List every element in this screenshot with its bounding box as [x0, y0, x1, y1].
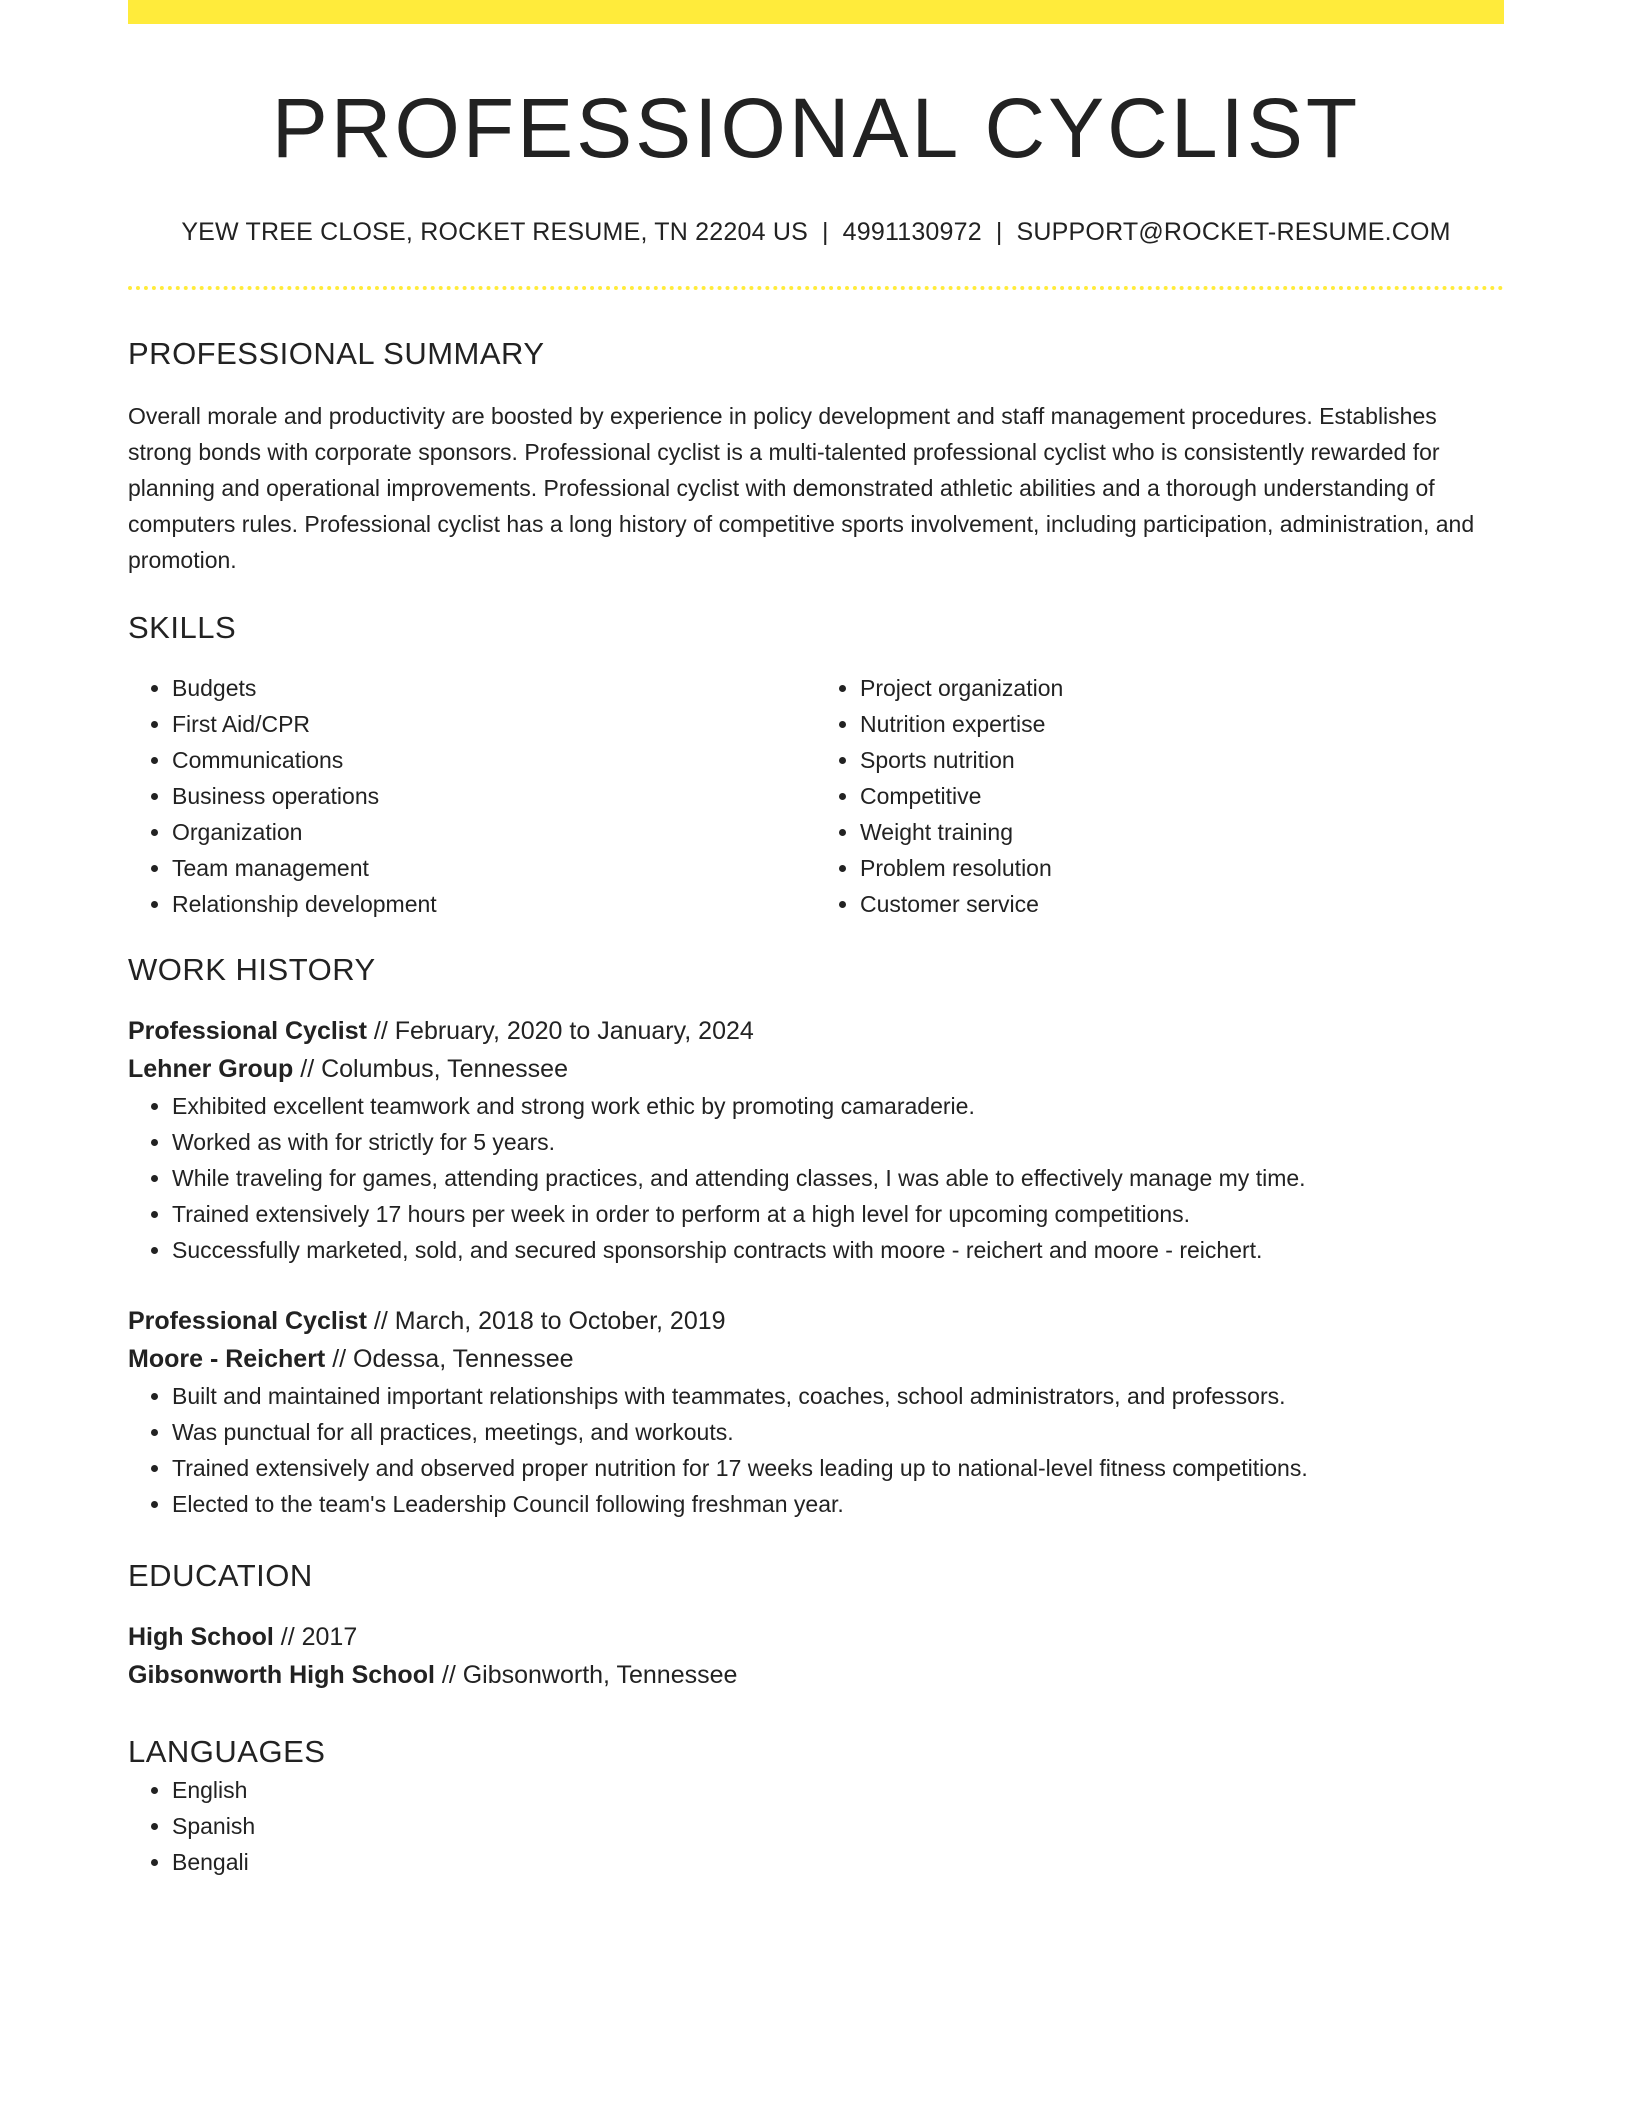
language-item: • English [172, 1772, 1504, 1808]
job-duty: • Built and maintained important relationships with teammates, coaches, school administrators, and professors. [172, 1378, 1504, 1414]
job-duties-list [128, 1378, 1504, 1522]
summary-text: Overall morale and productivity are boosted by experience in policy development and staff management procedures. Establishes strong bonds with corporate sponsors. Professional cyclist is a multi-talented professional cyclist who is consistently rewarded for planning and operational improvements. Professional cyclist with demonstrated athletic abilities and a thorough understanding of computers rules. Professional cyclist has a long history of competitive sports involvement, including participation, administration, and promotion. [128, 403, 1475, 573]
job-duty: • Exhibited excellent teamwork and strong work ethic by promoting camaraderie. [172, 1088, 1504, 1124]
dotted-divider [128, 286, 1504, 290]
job-location: // Odessa, Tennessee [325, 1345, 574, 1373]
summary-heading: PROFESSIONAL SUMMARY [128, 336, 545, 371]
skill-item: • Team management [172, 850, 816, 886]
job-title-line [128, 1302, 1504, 1340]
job-duty: • While traveling for games, attending practices, and attending classes, I was able to effectively manage my time. [172, 1160, 1504, 1196]
languages-list [128, 1772, 1504, 1880]
education-degree-line [128, 1618, 1504, 1656]
education-school-line [128, 1656, 1504, 1694]
job-company: Moore - Reichert [128, 1345, 326, 1373]
skill-item: • Relationship development [172, 886, 816, 922]
skill-item: • Project organization [860, 670, 1504, 706]
job-duty: • Worked as with for strictly for 5 years. [172, 1124, 1504, 1160]
education-school: Gibsonworth High School [128, 1661, 435, 1689]
skill-item: • Customer service [860, 886, 1504, 922]
resume-page [128, 0, 1504, 1880]
job-duty: • Successfully marketed, sold, and secured sponsorship contracts with moore - reichert and moore - reichert. [172, 1232, 1504, 1268]
education-degree: High School [128, 1623, 274, 1651]
job-dates: // March, 2018 to October, 2019 [366, 1307, 726, 1335]
accent-bar [128, 0, 1504, 24]
education-location: // Gibsonworth, Tennessee [434, 1661, 738, 1689]
job-company-line [128, 1340, 1504, 1378]
skill-item: • First Aid/CPR [172, 706, 816, 742]
job-company: Lehner Group [128, 1055, 294, 1083]
contact-phone: 4991130972 [842, 218, 982, 246]
education-heading: EDUCATION [128, 1558, 313, 1593]
job-duty: • Trained extensively and observed proper nutrition for 17 weeks leading up to national-level fitness competitions. [172, 1450, 1504, 1486]
skills-list-right [816, 670, 1504, 922]
job-location: // Columbus, Tennessee [293, 1055, 568, 1083]
job-duty: • Elected to the team's Leadership Council following freshman year. [172, 1486, 1504, 1522]
skill-item: • Problem resolution [860, 850, 1504, 886]
contact-separator: | [995, 218, 1003, 246]
job-company-line [128, 1050, 1504, 1088]
skill-item: • Business operations [172, 778, 816, 814]
contact-email: SUPPORT@ROCKET-RESUME.COM [1016, 218, 1451, 246]
language-item: • Spanish [172, 1808, 1504, 1844]
skills-columns [128, 670, 1504, 922]
skill-item: • Competitive [860, 778, 1504, 814]
skill-item: • Sports nutrition [860, 742, 1504, 778]
job-duty: • Was punctual for all practices, meetings, and workouts. [172, 1414, 1504, 1450]
language-item: • Bengali [172, 1844, 1504, 1880]
skill-item: • Weight training [860, 814, 1504, 850]
skill-item: • Communications [172, 742, 816, 778]
skill-item: • Organization [172, 814, 816, 850]
work-history-heading: WORK HISTORY [128, 952, 376, 987]
job-title-line [128, 1012, 1504, 1050]
job-dates: // February, 2020 to January, 2024 [366, 1017, 754, 1045]
contact-address: YEW TREE CLOSE, ROCKET RESUME, TN 22204 US [181, 218, 808, 246]
skills-heading: SKILLS [128, 610, 237, 645]
skill-item: • Budgets [172, 670, 816, 706]
job-duty: • Trained extensively 17 hours per week in order to perform at a high level for upcoming competitions. [172, 1196, 1504, 1232]
candidate-name: PROFESSIONAL CYCLIST [271, 81, 1361, 175]
job-role: Professional Cyclist [128, 1017, 367, 1045]
education-year: // 2017 [273, 1623, 358, 1651]
skill-item: • Nutrition expertise [860, 706, 1504, 742]
job-role: Professional Cyclist [128, 1307, 367, 1335]
contact-separator: | [821, 218, 829, 246]
contact-line [128, 216, 1504, 248]
job-duties-list [128, 1088, 1504, 1268]
languages-heading: LANGUAGES [128, 1734, 326, 1769]
skills-list-left [128, 670, 816, 922]
